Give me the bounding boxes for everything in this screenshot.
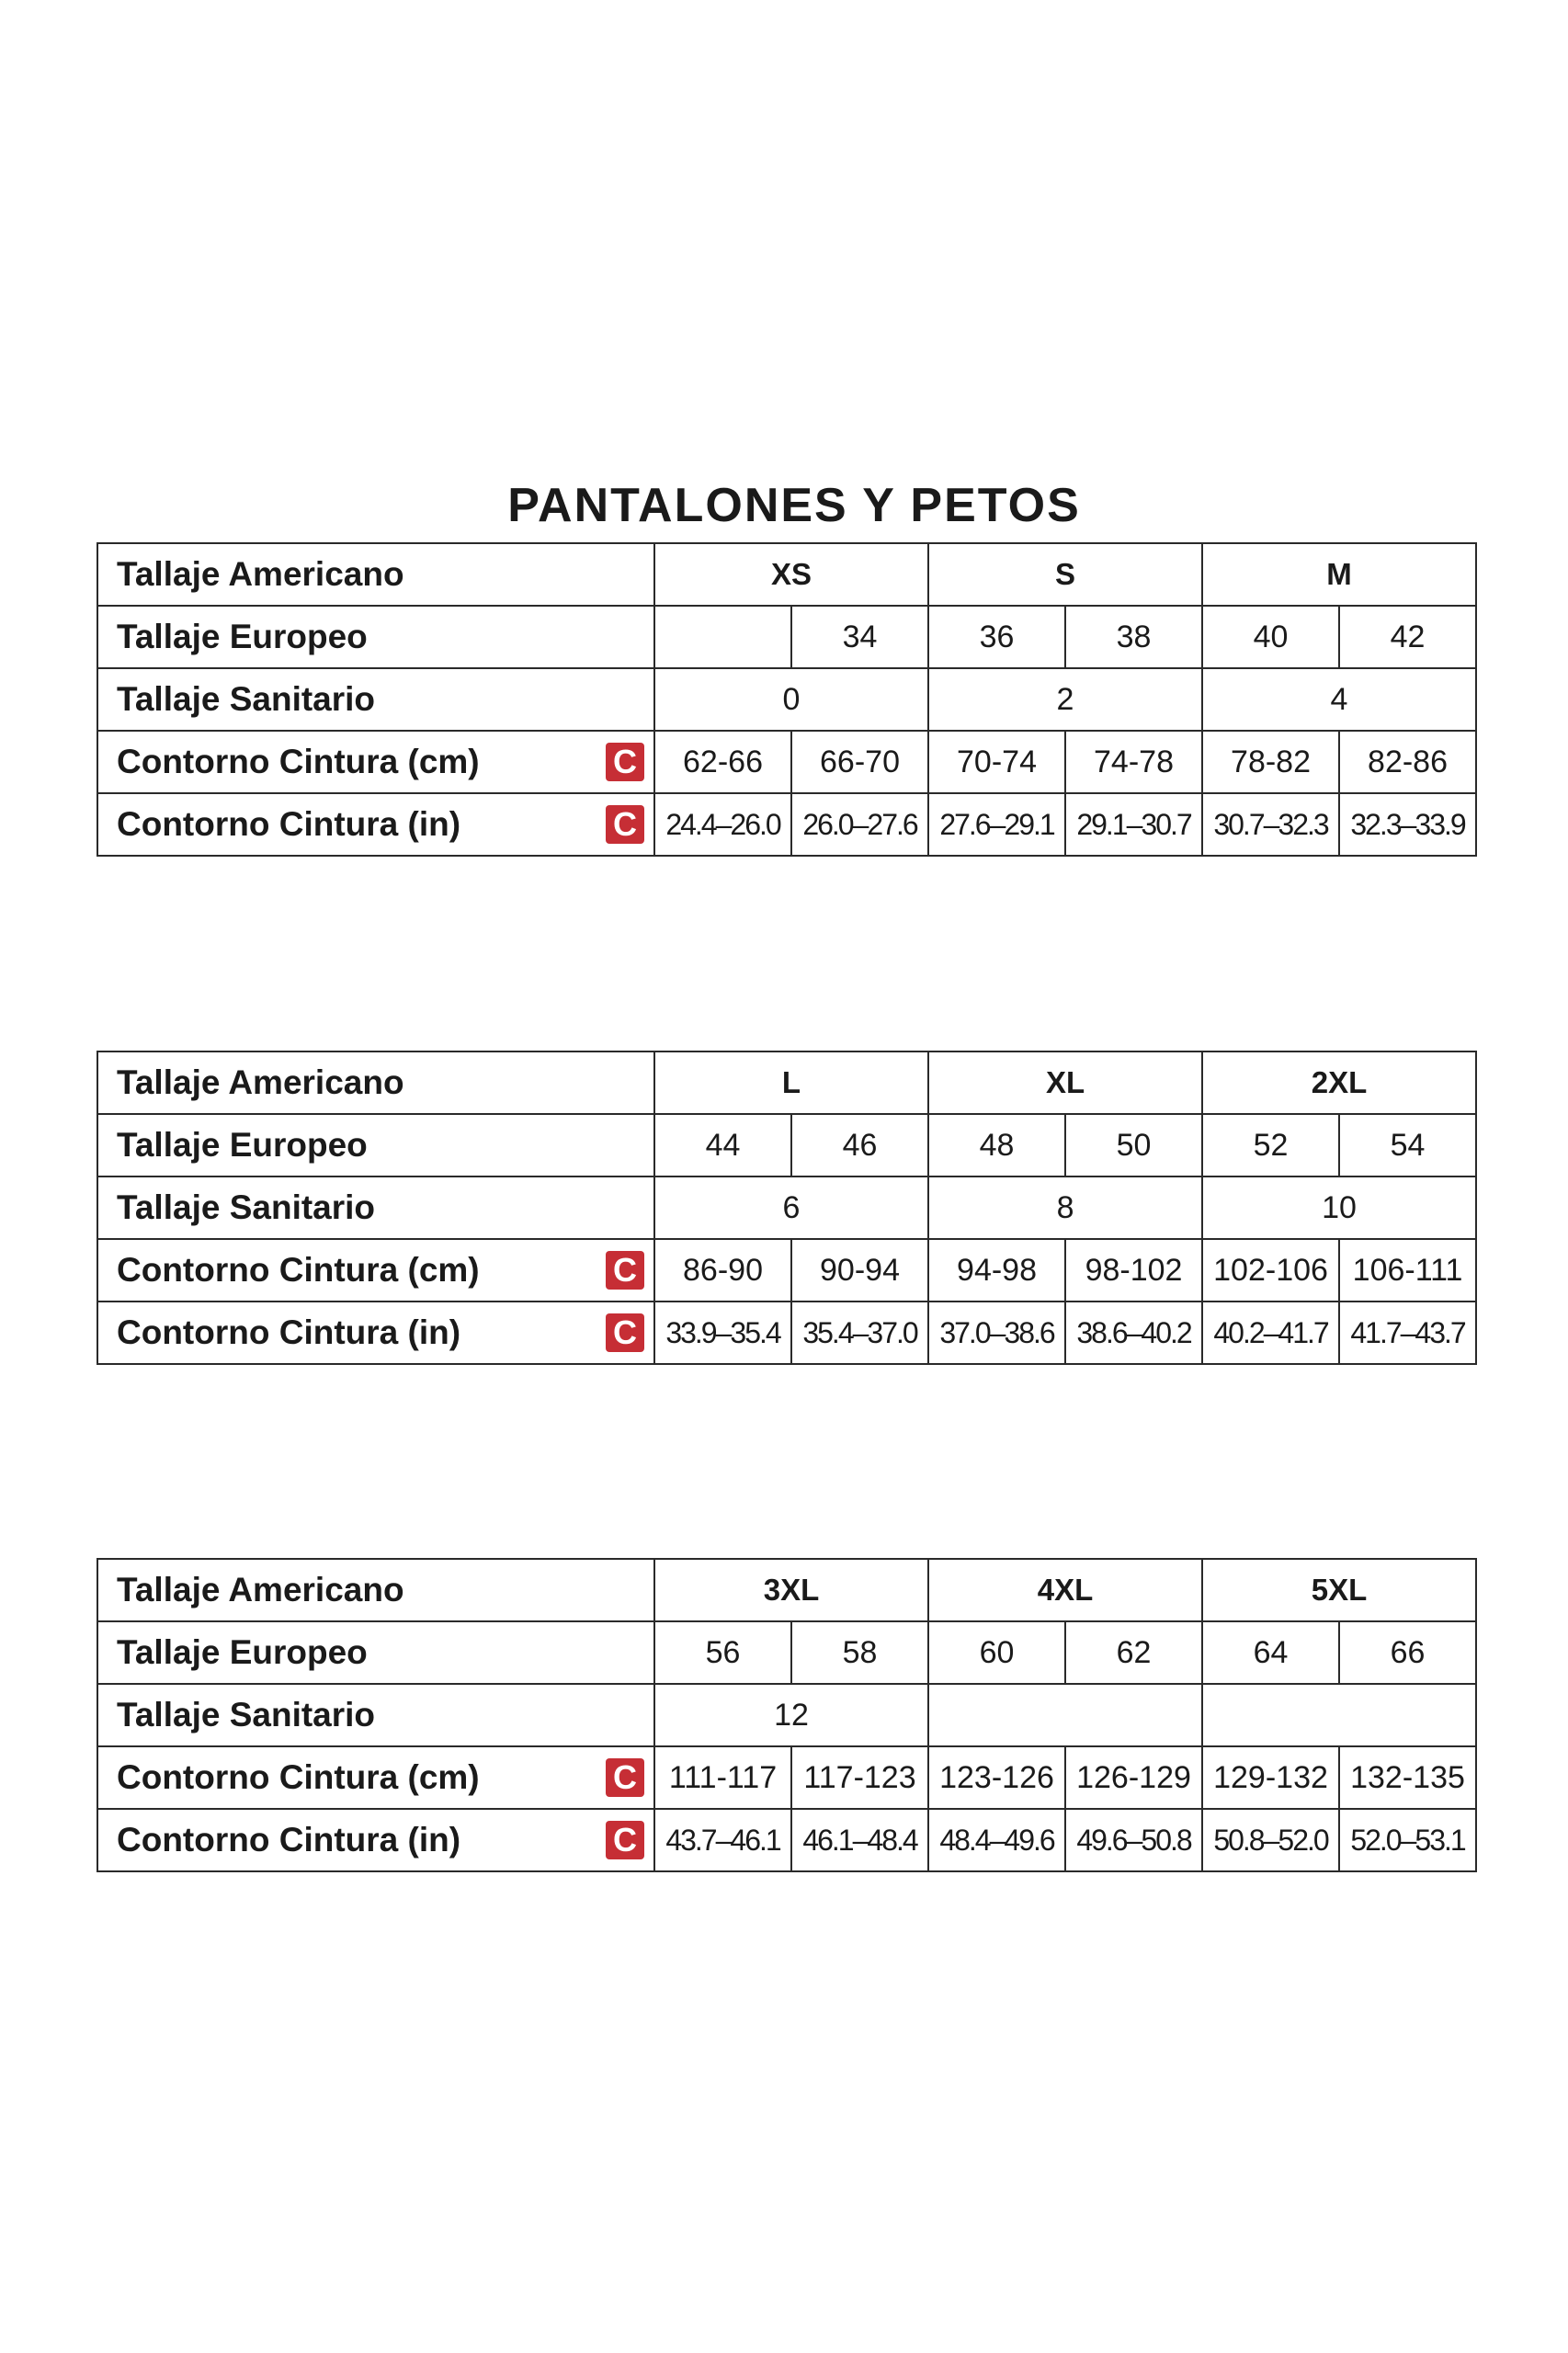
row-label-waist-in: Contorno Cintura (in) C <box>97 1809 654 1871</box>
c-icon: C <box>606 1821 644 1859</box>
european-size-cell: 44 <box>654 1114 791 1176</box>
waist-in-cell: 32.3–33.9 <box>1339 793 1476 856</box>
row-label-waist-cm: Contorno Cintura (cm) C <box>97 1746 654 1809</box>
row-label-american: Tallaje Americano <box>97 543 654 606</box>
row-label-european: Tallaje Europeo <box>97 1114 654 1176</box>
row-label-waist-cm: Contorno Cintura (cm) C <box>97 1239 654 1302</box>
row-label-american: Tallaje Americano <box>97 1051 654 1114</box>
european-size-cell: 62 <box>1065 1621 1202 1684</box>
table-row <box>97 793 1476 856</box>
sanitary-size-cell: 6 <box>654 1176 928 1239</box>
waist-in-cell: 40.2–41.7 <box>1202 1302 1339 1364</box>
row-label-waist-in: Contorno Cintura (in) C <box>97 1302 654 1364</box>
sanitary-size-cell: 2 <box>928 668 1202 731</box>
waist-in-cell: 26.0–27.6 <box>791 793 928 856</box>
table-row <box>97 1302 1476 1364</box>
c-icon: C <box>606 743 644 781</box>
sanitary-size-cell: 4 <box>1202 668 1476 731</box>
american-size-cell: 3XL <box>654 1559 928 1621</box>
c-icon: C <box>606 1251 644 1290</box>
waist-in-cell: 37.0–38.6 <box>928 1302 1065 1364</box>
waist-cm-cell: 74-78 <box>1065 731 1202 793</box>
waist-in-cell: 24.4–26.0 <box>654 793 791 856</box>
waist-in-cell: 33.9–35.4 <box>654 1302 791 1364</box>
european-size-cell: 42 <box>1339 606 1476 668</box>
waist-cm-cell: 132-135 <box>1339 1746 1476 1809</box>
waist-in-cell: 43.7–46.1 <box>654 1809 791 1871</box>
c-icon: C <box>606 1313 644 1352</box>
waist-in-cell: 35.4–37.0 <box>791 1302 928 1364</box>
waist-in-cell: 30.7–32.3 <box>1202 793 1339 856</box>
european-size-cell <box>654 606 791 668</box>
row-label-sanitary: Tallaje Sanitario <box>97 668 654 731</box>
waist-cm-cell: 129-132 <box>1202 1746 1339 1809</box>
sanitary-size-cell <box>928 1684 1202 1746</box>
table-row <box>97 1239 1476 1302</box>
table-row <box>97 668 1476 731</box>
european-size-cell: 60 <box>928 1621 1065 1684</box>
waist-cm-cell: 70-74 <box>928 731 1065 793</box>
waist-cm-cell: 62-66 <box>654 731 791 793</box>
european-size-cell: 58 <box>791 1621 928 1684</box>
european-size-cell: 34 <box>791 606 928 668</box>
waist-cm-cell: 82-86 <box>1339 731 1476 793</box>
european-size-cell: 40 <box>1202 606 1339 668</box>
table-row <box>97 1809 1476 1871</box>
row-label-waist-in: Contorno Cintura (in) C <box>97 793 654 856</box>
waist-cm-cell: 78-82 <box>1202 731 1339 793</box>
table-row <box>97 1051 1476 1114</box>
waist-cm-cell: 117-123 <box>791 1746 928 1809</box>
table-row <box>97 1621 1476 1684</box>
american-size-cell: 2XL <box>1202 1051 1476 1114</box>
sanitary-size-cell: 12 <box>654 1684 928 1746</box>
waist-cm-cell: 90-94 <box>791 1239 928 1302</box>
european-size-cell: 64 <box>1202 1621 1339 1684</box>
european-size-cell: 38 <box>1065 606 1202 668</box>
waist-cm-cell: 111-117 <box>654 1746 791 1809</box>
waist-in-cell: 52.0–53.1 <box>1339 1809 1476 1871</box>
european-size-cell: 50 <box>1065 1114 1202 1176</box>
waist-in-cell: 27.6–29.1 <box>928 793 1065 856</box>
european-size-cell: 56 <box>654 1621 791 1684</box>
waist-cm-cell: 106-111 <box>1339 1239 1476 1302</box>
american-size-cell: 4XL <box>928 1559 1202 1621</box>
american-size-cell: L <box>654 1051 928 1114</box>
sanitary-size-cell: 8 <box>928 1176 1202 1239</box>
size-table <box>97 1051 1477 1365</box>
european-size-cell: 52 <box>1202 1114 1339 1176</box>
table-row <box>97 1114 1476 1176</box>
sanitary-size-cell: 10 <box>1202 1176 1476 1239</box>
european-size-cell: 46 <box>791 1114 928 1176</box>
c-icon: C <box>606 1758 644 1797</box>
waist-cm-cell: 66-70 <box>791 731 928 793</box>
waist-cm-cell: 123-126 <box>928 1746 1065 1809</box>
row-label-european: Tallaje Europeo <box>97 1621 654 1684</box>
sanitary-size-cell: 0 <box>654 668 928 731</box>
row-label-sanitary: Tallaje Sanitario <box>97 1684 654 1746</box>
table-row <box>97 1684 1476 1746</box>
american-size-cell: XS <box>654 543 928 606</box>
european-size-cell: 36 <box>928 606 1065 668</box>
american-size-cell: S <box>928 543 1202 606</box>
waist-in-cell: 46.1–48.4 <box>791 1809 928 1871</box>
waist-in-cell: 41.7–43.7 <box>1339 1302 1476 1364</box>
row-label-sanitary: Tallaje Sanitario <box>97 1176 654 1239</box>
table-row <box>97 543 1476 606</box>
waist-cm-cell: 102-106 <box>1202 1239 1339 1302</box>
european-size-cell: 66 <box>1339 1621 1476 1684</box>
waist-in-cell: 38.6–40.2 <box>1065 1302 1202 1364</box>
waist-cm-cell: 126-129 <box>1065 1746 1202 1809</box>
waist-in-cell: 50.8–52.0 <box>1202 1809 1339 1871</box>
european-size-cell: 48 <box>928 1114 1065 1176</box>
c-icon: C <box>606 805 644 844</box>
sanitary-size-cell <box>1202 1684 1476 1746</box>
table-row <box>97 1746 1476 1809</box>
waist-cm-cell: 86-90 <box>654 1239 791 1302</box>
waist-cm-cell: 98-102 <box>1065 1239 1202 1302</box>
row-label-waist-cm: Contorno Cintura (cm) C <box>97 731 654 793</box>
row-label-american: Tallaje Americano <box>97 1559 654 1621</box>
size-table <box>97 542 1477 857</box>
european-size-cell: 54 <box>1339 1114 1476 1176</box>
american-size-cell: M <box>1202 543 1476 606</box>
row-label-european: Tallaje Europeo <box>97 606 654 668</box>
american-size-cell: XL <box>928 1051 1202 1114</box>
size-table <box>97 1558 1477 1872</box>
waist-in-cell: 49.6–50.8 <box>1065 1809 1202 1871</box>
table-row <box>97 1559 1476 1621</box>
table-row <box>97 606 1476 668</box>
waist-in-cell: 48.4–49.6 <box>928 1809 1065 1871</box>
american-size-cell: 5XL <box>1202 1559 1476 1621</box>
waist-cm-cell: 94-98 <box>928 1239 1065 1302</box>
table-row <box>97 1176 1476 1239</box>
page-title: PANTALONES Y PETOS <box>507 479 1081 532</box>
waist-in-cell: 29.1–30.7 <box>1065 793 1202 856</box>
table-row <box>97 731 1476 793</box>
